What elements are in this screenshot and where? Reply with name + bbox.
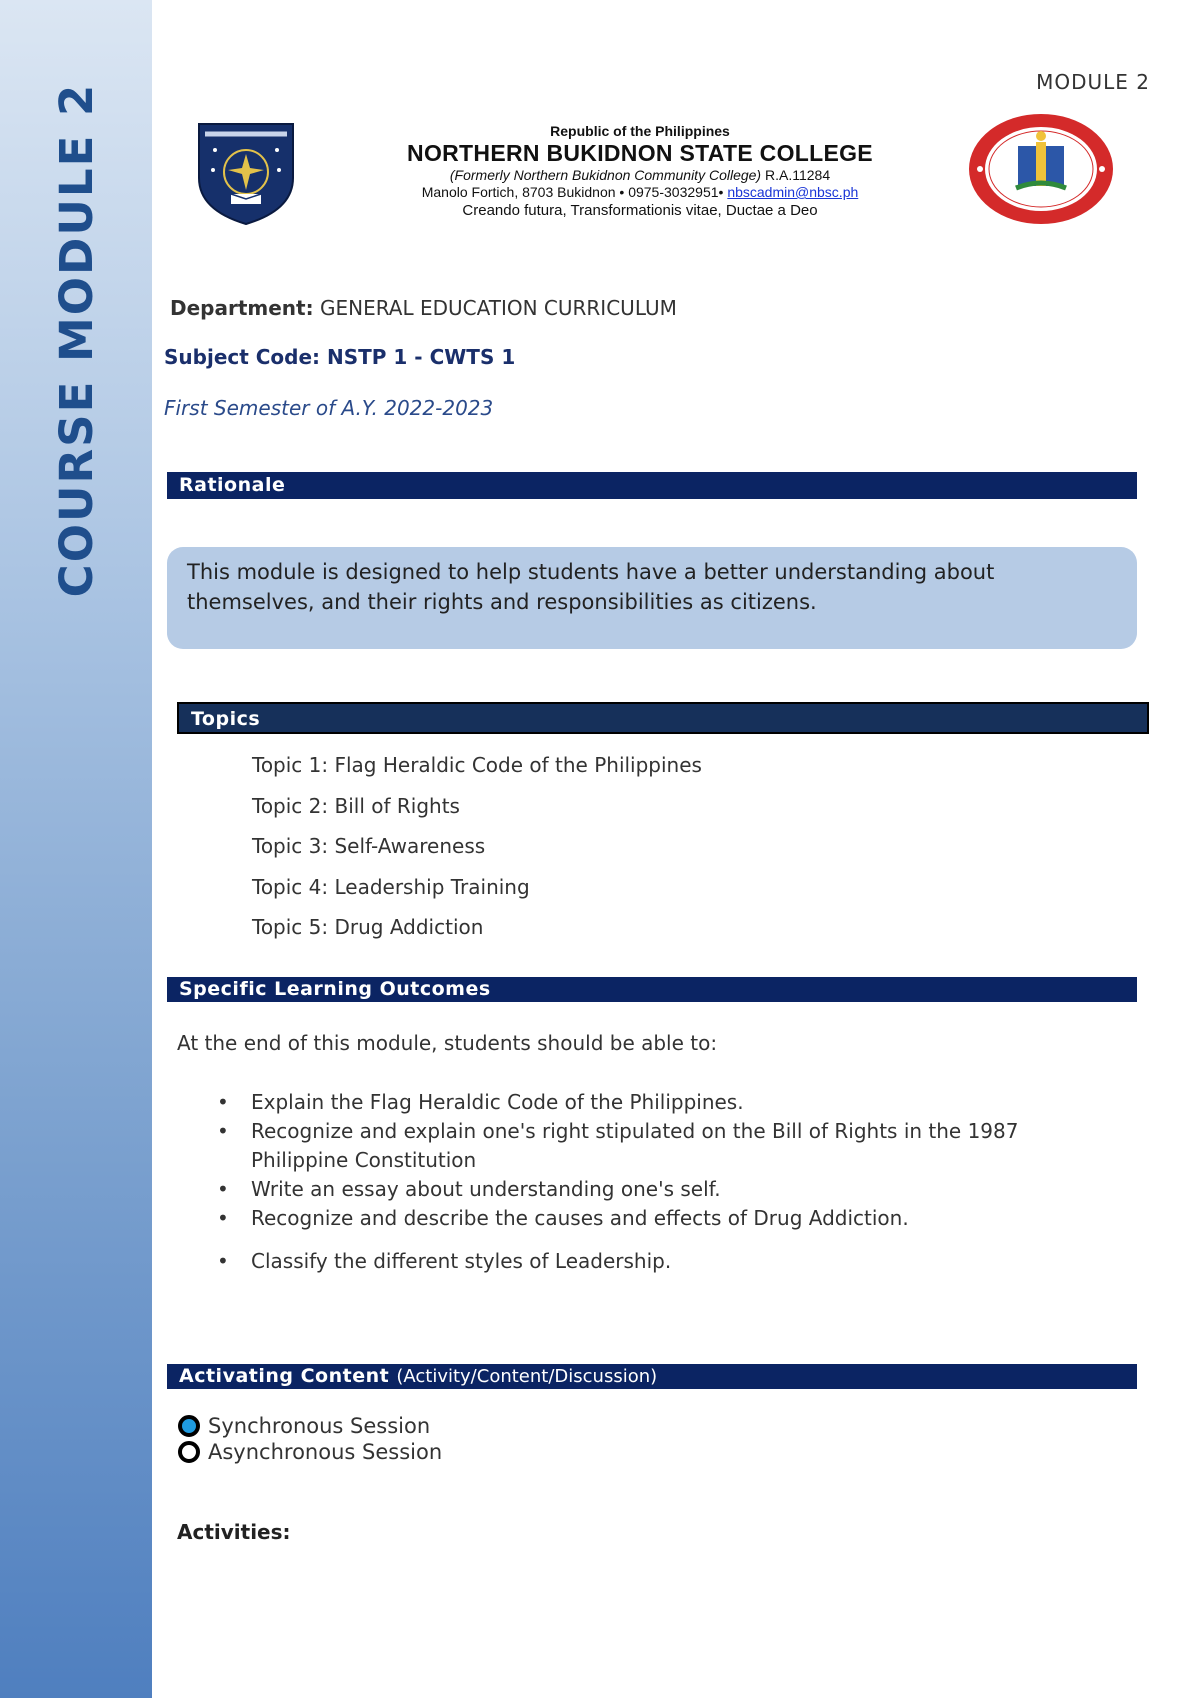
department-line <box>170 296 677 320</box>
topics-list <box>252 745 702 948</box>
topic-item: Topic 5: Drug Addiction <box>252 915 484 939</box>
address: Manolo Fortich, 8703 Bukidnon • 0975-3032951• <box>421 184 724 200</box>
nbsc-seal-icon <box>193 120 299 226</box>
outcome-text: Explain the Flag Heraldic Code of the Philippines. <box>251 1090 744 1114</box>
outcome-item <box>217 1088 1117 1117</box>
address-line <box>330 184 950 201</box>
topic-item: Topic 3: Self-Awareness <box>252 834 486 858</box>
bullet-icon: • <box>217 1177 229 1201</box>
republic-line: Republic of the Philippines <box>550 123 730 139</box>
outcome-text: Classify the different styles of Leadership. <box>251 1249 672 1273</box>
department-value: GENERAL EDUCATION CURRICULUM <box>319 296 677 320</box>
activities-label: Activities: <box>177 1520 291 1544</box>
outcome-item <box>217 1204 1117 1233</box>
session-label: Synchronous Session <box>208 1414 431 1438</box>
session-options <box>178 1413 442 1465</box>
session-option-synchronous[interactable] <box>178 1413 442 1439</box>
activating-heading <box>167 1364 1137 1389</box>
ra-number: R.A.11284 <box>765 167 831 183</box>
letterhead <box>330 123 950 220</box>
sidebar <box>0 0 152 1698</box>
outcome-item <box>217 1247 1117 1276</box>
topic-item: Topic 4: Leadership Training <box>252 874 530 899</box>
rationale-text: This module is designed to help students have a better understanding about themselves, and their rights and responsibilities as citizens. <box>167 547 1137 649</box>
bullet-icon: • <box>217 1090 229 1114</box>
session-option-asynchronous[interactable] <box>178 1439 442 1465</box>
rationale-heading: Rationale <box>167 472 1137 499</box>
formerly-name: (Formerly Northern Bukidnon Community College) <box>449 167 762 183</box>
bullet-icon: • <box>217 1119 229 1143</box>
semester: First Semester of A.Y. 2022-2023 <box>164 396 494 420</box>
outcome-text: Write an essay about understanding one's self. <box>251 1177 721 1201</box>
outcome-item <box>217 1117 1117 1175</box>
outcome-item <box>217 1175 1117 1204</box>
outcomes-heading: Specific Learning Outcomes <box>167 977 1137 1002</box>
college-name: NORTHERN BUKIDNON STATE COLLEGE <box>407 140 873 166</box>
activating-subtitle: (Activity/Content/Discussion) <box>396 1366 658 1387</box>
motto: Creando futura, Transformationis vitae, Ductae a Deo <box>462 202 818 219</box>
email-link[interactable]: nbscadmin@nbsc.ph <box>727 184 859 200</box>
sidebar-title: COURSE MODULE 2 <box>50 82 103 598</box>
department-label: Department: <box>170 296 314 320</box>
outcome-text: Recognize and describe the causes and effects of Drug Addiction. <box>251 1206 909 1230</box>
formerly-line <box>330 167 950 184</box>
radio-selected-icon[interactable] <box>178 1415 200 1437</box>
topic-item: Topic 1: Flag Heraldic Code of the Philippines <box>252 753 702 777</box>
outcomes-intro: At the end of this module, students should be able to: <box>177 1031 718 1055</box>
gec-department-seal-icon <box>966 112 1116 226</box>
radio-unselected-icon[interactable] <box>178 1441 200 1463</box>
subject-code: Subject Code: NSTP 1 - CWTS 1 <box>164 345 516 369</box>
bullet-icon: • <box>217 1249 229 1273</box>
topics-heading: Topics <box>177 702 1149 734</box>
outcome-text: Recognize and explain one's right stipulated on the Bill of Rights in the 1987 Philippine Constitution <box>251 1119 1019 1172</box>
session-label: Asynchronous Session <box>208 1440 443 1464</box>
outcomes-list <box>217 1088 1117 1276</box>
bullet-icon: • <box>217 1206 229 1230</box>
topic-item: Topic 2: Bill of Rights <box>252 793 460 818</box>
activating-title: Activating Content <box>179 1365 390 1387</box>
module-tag: MODULE 2 <box>1036 70 1150 94</box>
